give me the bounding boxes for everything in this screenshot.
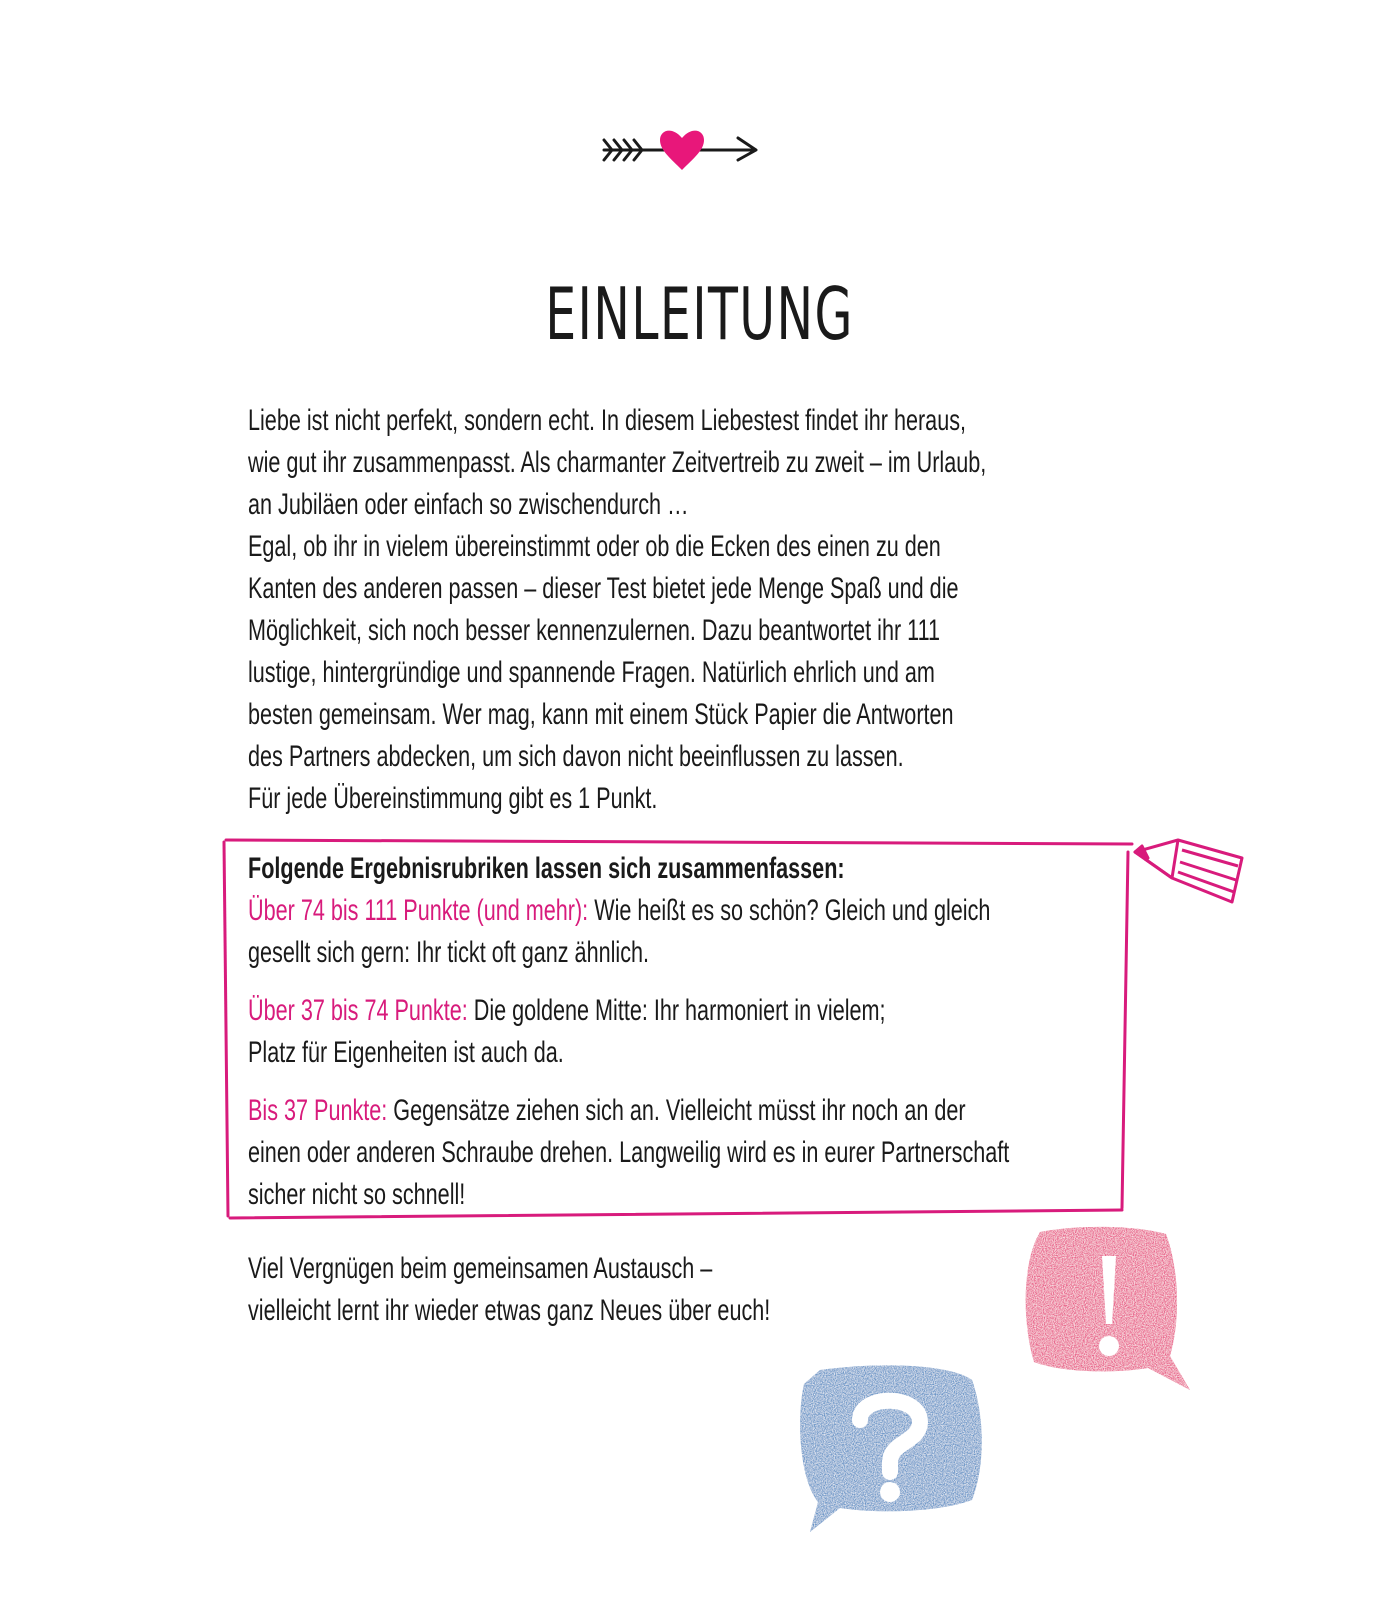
intro-line: Kanten des anderen passen – dieser Test bietet jede Menge Spaß und die [248,572,959,605]
result-label: Bis 37 Punkte: [248,1094,388,1127]
result-text: einen oder anderen Schraube drehen. Langweilig wird es in eurer Partnerschaft [248,1136,1010,1169]
pencil-icon [1135,840,1242,902]
result-label: Über 74 bis 111 Punkte (und mehr): [248,894,589,927]
question-bubble-icon [790,1360,990,1540]
intro-line: Möglichkeit, sich noch besser kennenzulernen. Dazu beantwortet ihr 111 [248,614,940,647]
intro-line: Egal, ob ihr in vielem übereinstimmt oder ob die Ecken des einen zu den [248,530,941,563]
intro-line: Liebe ist nicht perfekt, sondern echt. In diesem Liebestest findet ihr heraus, [248,404,967,437]
intro-line: Für jede Übereinstimmung gibt es 1 Punkt. [248,782,658,815]
result-text: sicher nicht so schnell! [248,1178,466,1211]
closing-paragraph [248,1248,1148,1332]
closing-line: Viel Vergnügen beim gemeinsamen Austausch – [248,1252,713,1285]
intro-line: des Partners abdecken, um sich davon nicht beeinflussen zu lassen. [248,740,904,773]
result-text: Wie heißt es so schön? Gleich und gleich [588,894,991,927]
result-text: gesellt sich gern: Ihr tickt oft ganz ähnlich. [248,936,650,969]
result-label: Über 37 bis 74 Punkte: [248,994,468,1027]
exclamation-bubble-icon [1020,1222,1200,1402]
result-text: Platz für Eigenheiten ist auch da. [248,1036,564,1069]
page-title: EINLEITUNG [545,272,854,356]
result-text: Die goldene Mitte: Ihr harmoniert in vielem; [467,994,886,1027]
arrow-heart-icon [600,118,770,178]
intro-line: besten gemeinsam. Wer mag, kann mit einem Stück Papier die Antworten [248,698,954,731]
intro-line: wie gut ihr zusammenpasst. Als charmanter Zeitvertreib zu zweit – im Urlaub, [248,446,987,479]
results-section [248,848,1148,974]
results-heading: Folgende Ergebnisrubriken lassen sich zusammenfassen: [248,852,845,885]
results-section [248,990,1148,1074]
intro-paragraph [248,400,1148,820]
result-text: Gegensätze ziehen sich an. Vielleicht müsst ihr noch an der [387,1094,966,1127]
intro-line: an Jubiläen oder einfach so zwischendurch … [248,488,689,521]
results-section [248,1090,1148,1216]
closing-line: vielleicht lernt ihr wieder etwas ganz Neues über euch! [248,1294,771,1327]
intro-line: lustige, hintergründige und spannende Fragen. Natürlich ehrlich und am [248,656,935,689]
